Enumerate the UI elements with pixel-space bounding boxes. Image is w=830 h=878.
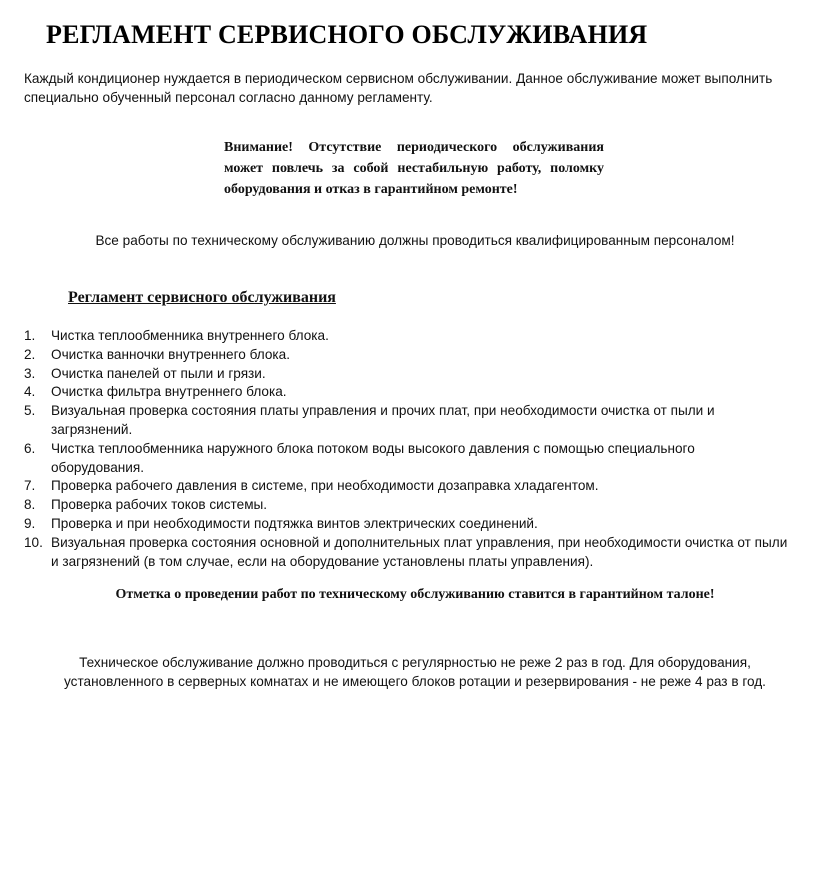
list-item — [0, 515, 791, 534]
list-item-number: 1. — [24, 328, 36, 343]
warranty-note: Отметка о проведении работ по техническому обслуживанию ставится в гарантийном талоне! — [115, 587, 715, 602]
warning-block — [224, 137, 604, 200]
maintenance-list — [0, 327, 830, 571]
list-item-number: 7. — [24, 478, 36, 494]
list-item-text: Проверка рабочих токов системы. — [51, 497, 268, 513]
warning-text: Внимание! Отсутствие периодического обслуживания может повлечь за собой нестабильную работу, поломку оборудования и отказ в гарантийном ремонте! — [224, 140, 604, 197]
list-item-text: Проверка и при необходимости подтяжка винтов электрических соединений. — [51, 515, 538, 531]
list-item-text: Очистка фильтра внутреннего блока. — [51, 384, 287, 400]
list-item-number: 8. — [24, 497, 36, 513]
list-item-number: 6. — [24, 440, 36, 456]
list-item-text: Очистка ванночки внутреннего блока. — [51, 346, 291, 362]
list-item-text: Очистка панелей от пыли и грязи. — [51, 365, 266, 381]
list-item-text: Визуальная проверка состояния основной и дополнительных плат управления, при необходимости очистка от пыли и загрязнений (в том случае, если на оборудование установлены платы управления). — [51, 534, 788, 569]
list-item — [0, 383, 791, 402]
list-item-text: Чистка теплообменника внутреннего блока. — [51, 328, 329, 343]
intro-paragraph: Каждый кондиционер нуждается в периодическом сервисном обслуживании. Данное обслуживание может выполнить специально обученный персонал согласно данному регламенту. — [24, 71, 773, 105]
list-item-number: 3. — [24, 365, 36, 381]
qualified-personnel-notice: Все работы по техническому обслуживанию должны проводиться квалифицированным персоналом! — [95, 233, 735, 248]
list-item — [0, 346, 791, 365]
list-item-number: 9. — [24, 515, 36, 531]
list-item — [0, 327, 791, 346]
list-item — [0, 365, 791, 384]
list-item-number: 2. — [24, 346, 36, 362]
list-item — [0, 402, 791, 440]
section-heading: Регламент сервисного обслуживания — [68, 289, 336, 306]
footer-paragraph: Техническое обслуживание должно проводиться с регулярностью не реже 2 раз в год. Для оборудования, установленного в серверных комнатах и не имеющего блоков ротации и резервирования - не реже 4 раз в год. — [64, 655, 766, 689]
list-item-text: Проверка рабочего давления в системе, при необходимости дозаправка хладагентом. — [51, 478, 599, 494]
list-item-number: 4. — [24, 384, 36, 400]
document-title: РЕГЛАМЕНТ СЕРВИСНОГО ОБСЛУЖИВАНИЯ — [46, 20, 648, 49]
list-item-text: Чистка теплообменника наружного блока потоком воды высокого давления с помощью специального оборудования. — [51, 440, 695, 475]
list-item — [0, 440, 791, 478]
list-item — [0, 496, 791, 515]
list-item-number: 10. — [24, 534, 43, 550]
list-item — [0, 477, 791, 496]
list-item — [0, 534, 791, 572]
list-item-number: 5. — [24, 403, 36, 419]
list-item-text: Визуальная проверка состояния платы управления и прочих плат, при необходимости очистка от пыли и загрязнений. — [51, 403, 715, 437]
